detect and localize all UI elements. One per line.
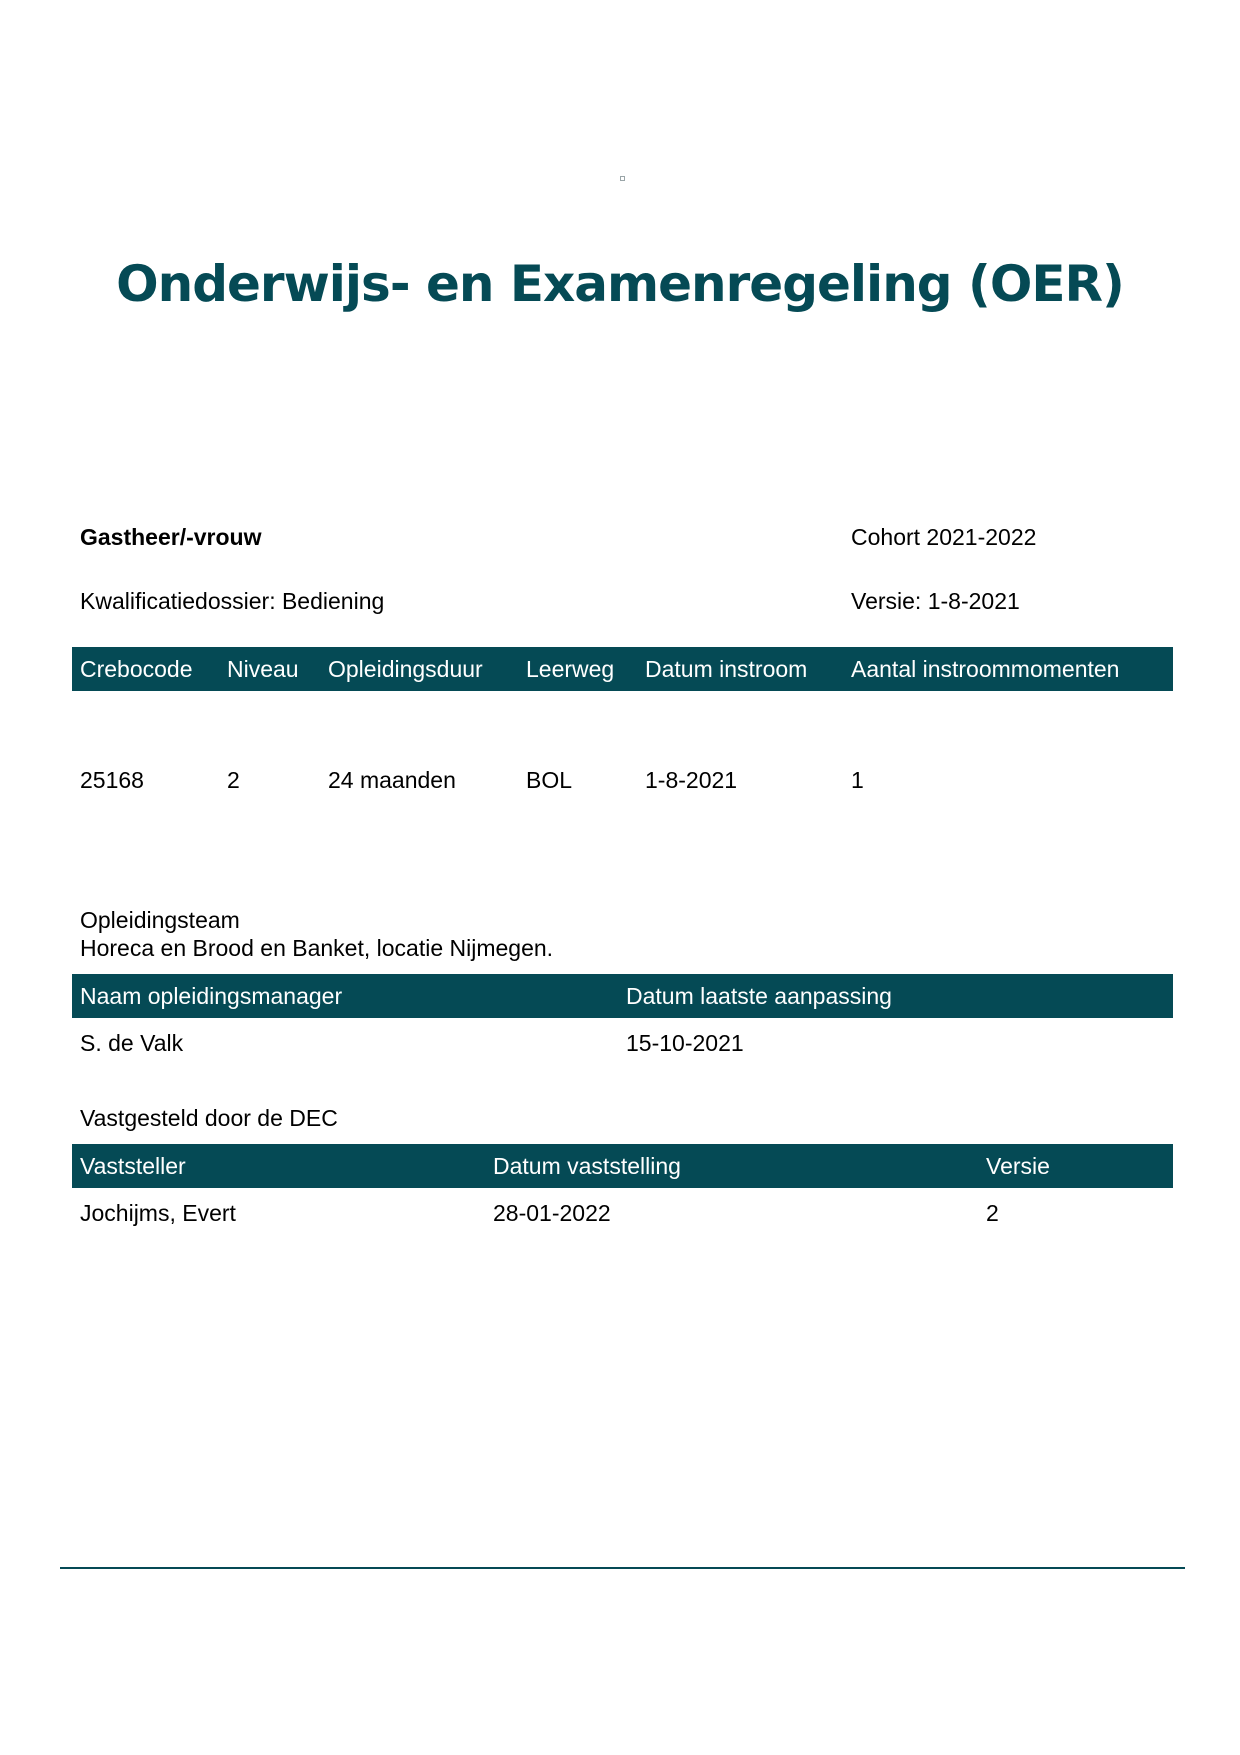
header-vaststeller: Vaststeller xyxy=(80,1153,186,1179)
dec-table-header xyxy=(72,1144,1173,1188)
header-niveau: Niveau xyxy=(227,656,299,682)
program-name: Gastheer/-vrouw xyxy=(80,524,262,550)
header-datum-vaststelling: Datum vaststelling xyxy=(493,1153,681,1179)
team-name: Horeca en Brood en Banket, locatie Nijmegen. xyxy=(80,935,554,961)
cell-leerweg: BOL xyxy=(526,767,573,793)
header-versie: Versie xyxy=(986,1153,1050,1179)
header-datum-laatste-aanpassing: Datum laatste aanpassing xyxy=(626,983,892,1009)
cell-opleidingsduur: 24 maanden xyxy=(328,767,456,793)
team-label: Opleidingsteam xyxy=(80,907,240,933)
document-title: Onderwijs- en Examenregeling (OER) xyxy=(116,255,1124,313)
cell-datum-vaststelling: 28-01-2022 xyxy=(493,1200,611,1226)
cohort-label: Cohort 2021-2022 xyxy=(851,524,1037,550)
cell-crebocode: 25168 xyxy=(80,767,144,793)
qualification-label: Kwalificatiedossier: Bediening xyxy=(80,588,385,614)
header-crebocode: Crebocode xyxy=(80,656,193,682)
cell-niveau: 2 xyxy=(227,767,240,793)
cell-versie: 2 xyxy=(986,1200,999,1226)
page-marker xyxy=(620,176,625,181)
header-naam-opleidingsmanager: Naam opleidingsmanager xyxy=(80,983,343,1009)
footer-divider xyxy=(60,1567,1185,1569)
program-table-header xyxy=(72,647,1173,691)
cell-datum-instroom: 1-8-2021 xyxy=(645,767,738,793)
header-aantal-instroommomenten: Aantal instroommomenten xyxy=(851,656,1120,682)
cell-vaststeller: Jochijms, Evert xyxy=(80,1200,236,1226)
header-opleidingsduur: Opleidingsduur xyxy=(328,656,483,682)
manager-table-header xyxy=(72,974,1173,1018)
version-label: Versie: 1-8-2021 xyxy=(851,588,1020,614)
cell-aantal-instroommomenten: 1 xyxy=(851,767,864,793)
cell-last-modified: 15-10-2021 xyxy=(626,1030,744,1056)
header-leerweg: Leerweg xyxy=(526,656,615,682)
dec-label: Vastgesteld door de DEC xyxy=(80,1105,338,1131)
header-datum-instroom: Datum instroom xyxy=(645,656,808,682)
cell-manager-name: S. de Valk xyxy=(80,1030,184,1056)
